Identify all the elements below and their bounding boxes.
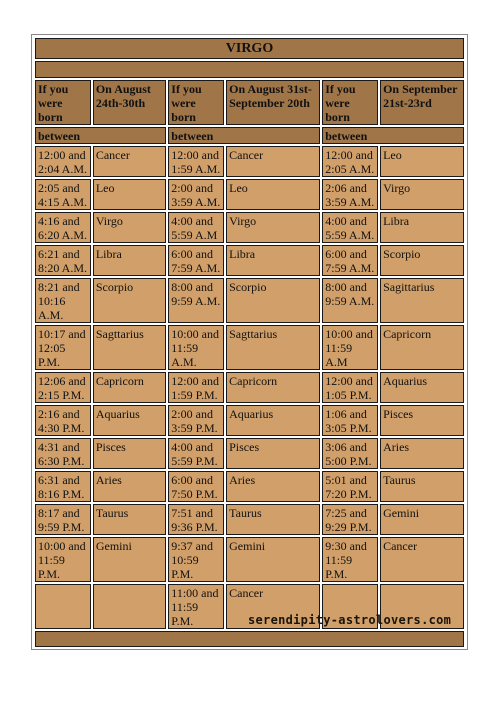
- time-range-cell: 6:00 and 7:50 P.M.: [168, 471, 224, 502]
- virgo-table: [33, 36, 466, 649]
- sign-cell: Leo: [93, 179, 166, 210]
- site-watermark: serendipity-astrolovers.com: [248, 613, 452, 627]
- sign-cell: Scorpio: [93, 278, 166, 323]
- time-range-cell: 12:00 and 2:04 A.M.: [35, 146, 91, 177]
- sign-cell: Sagttarius: [226, 325, 320, 370]
- time-range-cell: 7:51 and 9:36 P.M.: [168, 504, 224, 535]
- sign-cell: Capricorn: [380, 325, 464, 370]
- table-row: [35, 504, 464, 535]
- time-range-cell: 11:00 and 11:59 P.M.: [168, 584, 224, 629]
- table-row: [35, 537, 464, 582]
- spacer-row: [35, 61, 464, 78]
- sign-cell: Taurus: [226, 504, 320, 535]
- time-range-cell: 1:06 and 3:05 P.M.: [322, 405, 378, 436]
- time-range-cell: 6:21 and 8:20 A.M.: [35, 245, 91, 276]
- col-header: On August 24th-30th: [93, 80, 166, 125]
- sign-cell: Aries: [93, 471, 166, 502]
- sign-cell: Libra: [93, 245, 166, 276]
- table-row: [35, 325, 464, 370]
- sign-cell: Gemini: [93, 537, 166, 582]
- sign-cell: Libra: [380, 212, 464, 243]
- sign-cell: Gemini: [226, 537, 320, 582]
- sign-cell: Leo: [380, 146, 464, 177]
- virgo-table-frame: [31, 34, 468, 650]
- table-row: [35, 372, 464, 403]
- time-range-cell: 4:16 and 6:20 A.M.: [35, 212, 91, 243]
- time-range-cell: 8:00 and 9:59 A.M.: [168, 278, 224, 323]
- sign-cell: Cancer: [226, 146, 320, 177]
- time-range-cell: 12:00 and 1:05 P.M.: [322, 372, 378, 403]
- sign-cell: Virgo: [226, 212, 320, 243]
- sign-cell: Taurus: [380, 471, 464, 502]
- table-title: VIRGO: [35, 38, 464, 59]
- sign-cell: Capricorn: [93, 372, 166, 403]
- time-range-cell: 12:06 and 2:15 P.M.: [35, 372, 91, 403]
- table-row: [35, 405, 464, 436]
- sign-cell: Aquarius: [93, 405, 166, 436]
- time-range-cell: 2:16 and 4:30 P.M.: [35, 405, 91, 436]
- sign-cell: Virgo: [380, 179, 464, 210]
- time-range-cell: 12:00 and 1:59 P.M.: [168, 372, 224, 403]
- sign-cell: Aries: [226, 471, 320, 502]
- time-range-cell: 2:05 and 4:15 A.M.: [35, 179, 91, 210]
- time-range-cell: 4:00 and 5:59 A.M.: [322, 212, 378, 243]
- sign-cell: Libra: [226, 245, 320, 276]
- col-header: If you were born: [168, 80, 224, 125]
- time-range-cell: 9:37 and 10:59 P.M.: [168, 537, 224, 582]
- sign-cell: Taurus: [93, 504, 166, 535]
- time-range-cell: 10:00 and 11:59 A.M: [322, 325, 378, 370]
- sign-cell: Capricorn: [226, 372, 320, 403]
- sign-cell: Aquarius: [226, 405, 320, 436]
- time-range-cell: 10:00 and 11:59 A.M.: [168, 325, 224, 370]
- between-label: between: [168, 127, 320, 144]
- sign-cell: [93, 584, 166, 629]
- sign-cell: Cancer: [226, 584, 320, 629]
- col-header: On September 21st-23rd: [380, 80, 464, 125]
- time-range-cell: 8:17 and 9:59 P.M.: [35, 504, 91, 535]
- sign-cell: Scorpio: [380, 245, 464, 276]
- time-range-cell: [35, 584, 91, 629]
- between-label: between: [35, 127, 166, 144]
- time-range-cell: 2:00 and 3:59 A.M.: [168, 179, 224, 210]
- time-range-cell: 4:00 and 5:59 A.M: [168, 212, 224, 243]
- table-row: [35, 146, 464, 177]
- time-range-cell: 5:01 and 7:20 P.M.: [322, 471, 378, 502]
- table-row: [35, 179, 464, 210]
- table-row: [35, 471, 464, 502]
- time-range-cell: 8:21 and 10:16 A.M.: [35, 278, 91, 323]
- sign-cell: Aries: [380, 438, 464, 469]
- time-range-cell: 3:06 and 5:00 P.M.: [322, 438, 378, 469]
- time-range-cell: 10:00 and 11:59 P.M.: [35, 537, 91, 582]
- table-row: [35, 438, 464, 469]
- sign-cell: Pisces: [226, 438, 320, 469]
- time-range-cell: 12:00 and 1:59 A.M.: [168, 146, 224, 177]
- time-range-cell: 6:00 and 7:59 A.M.: [322, 245, 378, 276]
- time-range-cell: 9:30 and 11:59 P.M.: [322, 537, 378, 582]
- between-label: between: [322, 127, 464, 144]
- time-range-cell: 6:31 and 8:16 P.M.: [35, 471, 91, 502]
- sign-cell: Pisces: [93, 438, 166, 469]
- sign-cell: Pisces: [380, 405, 464, 436]
- sign-cell: Leo: [226, 179, 320, 210]
- time-range-cell: 12:00 and 2:05 A.M.: [322, 146, 378, 177]
- sign-cell: Scorpio: [226, 278, 320, 323]
- time-range-cell: 8:00 and 9:59 A.M.: [322, 278, 378, 323]
- sign-cell: Cancer: [93, 146, 166, 177]
- sign-cell: Gemini: [380, 504, 464, 535]
- sign-cell: Aquarius: [380, 372, 464, 403]
- col-header: On August 31st-September 20th: [226, 80, 320, 125]
- table-row: [35, 245, 464, 276]
- sign-cell: Sagittarius: [380, 278, 464, 323]
- time-range-cell: 10:17 and 12:05 P.M.: [35, 325, 91, 370]
- time-range-cell: 2:06 and 3:59 A.M.: [322, 179, 378, 210]
- sign-cell: Cancer: [380, 537, 464, 582]
- footer-bar: [35, 631, 464, 647]
- time-range-cell: 2:00 and 3:59 P.M.: [168, 405, 224, 436]
- time-range-cell: 7:25 and 9:29 P.M.: [322, 504, 378, 535]
- time-range-cell: 4:31 and 6:30 P.M.: [35, 438, 91, 469]
- time-range-cell: 6:00 and 7:59 A.M.: [168, 245, 224, 276]
- time-range-cell: 4:00 and 5:59 P.M.: [168, 438, 224, 469]
- sign-cell: Virgo: [93, 212, 166, 243]
- col-header: If you were born: [35, 80, 91, 125]
- table-row: [35, 212, 464, 243]
- sign-cell: Sagttarius: [93, 325, 166, 370]
- table-row: [35, 278, 464, 323]
- col-header: If you were born: [322, 80, 378, 125]
